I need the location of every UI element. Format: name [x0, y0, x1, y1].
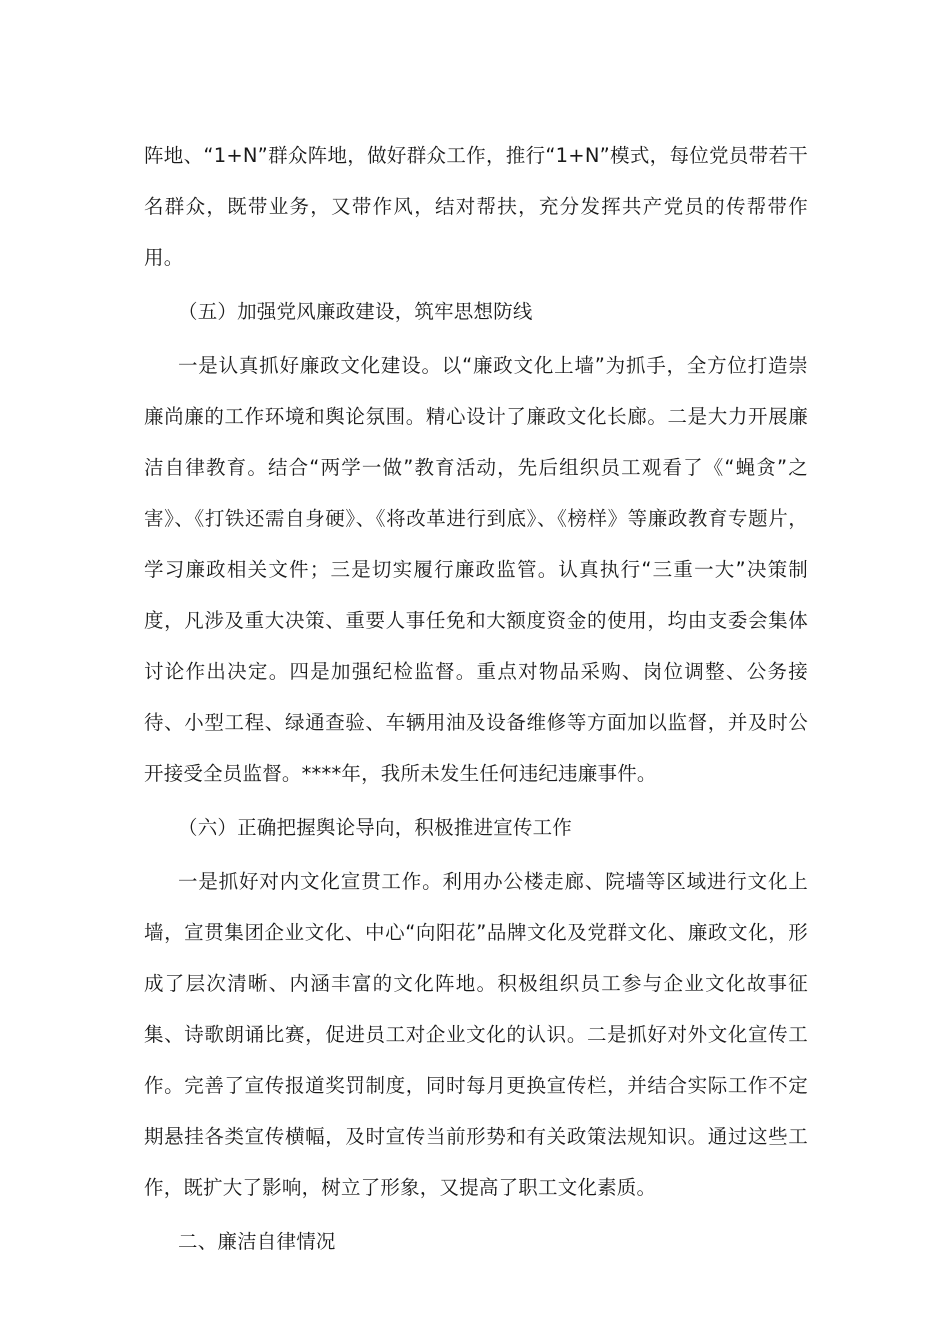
paragraph-integrity-culture: 一是认真抓好廉政文化建设。以“廉政文化上墙”为抓手，全方位打造崇廉尚廉的工作环境和舆论氛围。精心设计了廉政文化长廊。二是大力开展廉洁自律教育。结合“两学一做”教育活动，先后组织员工观看了《“蝇贪”之害》、《打铁还需自身硬》、《将改革进行到底》、《榜样》等廉政教育专题片，学习廉政相关文件；三是切实履行廉政监管。认真执行“三重一大”决策制度，凡涉及重大决策、重要人事任免和大额度资金的使用，均由支委会集体讨论作出决定。四是加强纪检监督。重点对物品采购、岗位调整、公务接待、小型工程、绿通查验、车辆用油及设备维修等方面加以监督，并及时公开接受全员监督。****年，我所未发生任何违纪违廉事件。: [144, 354, 808, 785]
section-heading-6: （六）正确把握舆论导向，积极推进宣传工作: [178, 816, 573, 839]
paragraph-continuation: 阵地、“1+N”群众阵地，做好群众工作，推行“1+N”模式，每位党员带若干名群众，既带业务，又带作风，结对帮扶，充分发挥共产党员的传帮带作用。: [144, 144, 808, 269]
section-heading-5: （五）加强党风廉政建设，筑牢思想防线: [178, 300, 533, 323]
section-heading-2: 二、廉洁自律情况: [178, 1230, 336, 1253]
paragraph-publicity-work: 一是抓好对内文化宣贯工作。利用办公楼走廊、院墙等区域进行文化上墙，宣贯集团企业文化、中心“向阳花”品牌文化及党群文化、廉政文化，形成了层次清晰、内涵丰富的文化阵地。积极组织员工参与企业文化故事征集、诗歌朗诵比赛，促进员工对企业文化的认识。二是抓好对外文化宣传工作。完善了宣传报道奖罚制度，同时每月更换宣传栏，并结合实际工作不定期悬挂各类宣传横幅，及时宣传当前形势和有关政策法规知识。通过这些工作，既扩大了影响，树立了形象，又提高了职工文化素质。: [144, 870, 808, 1199]
document-body: [144, 130, 808, 1267]
